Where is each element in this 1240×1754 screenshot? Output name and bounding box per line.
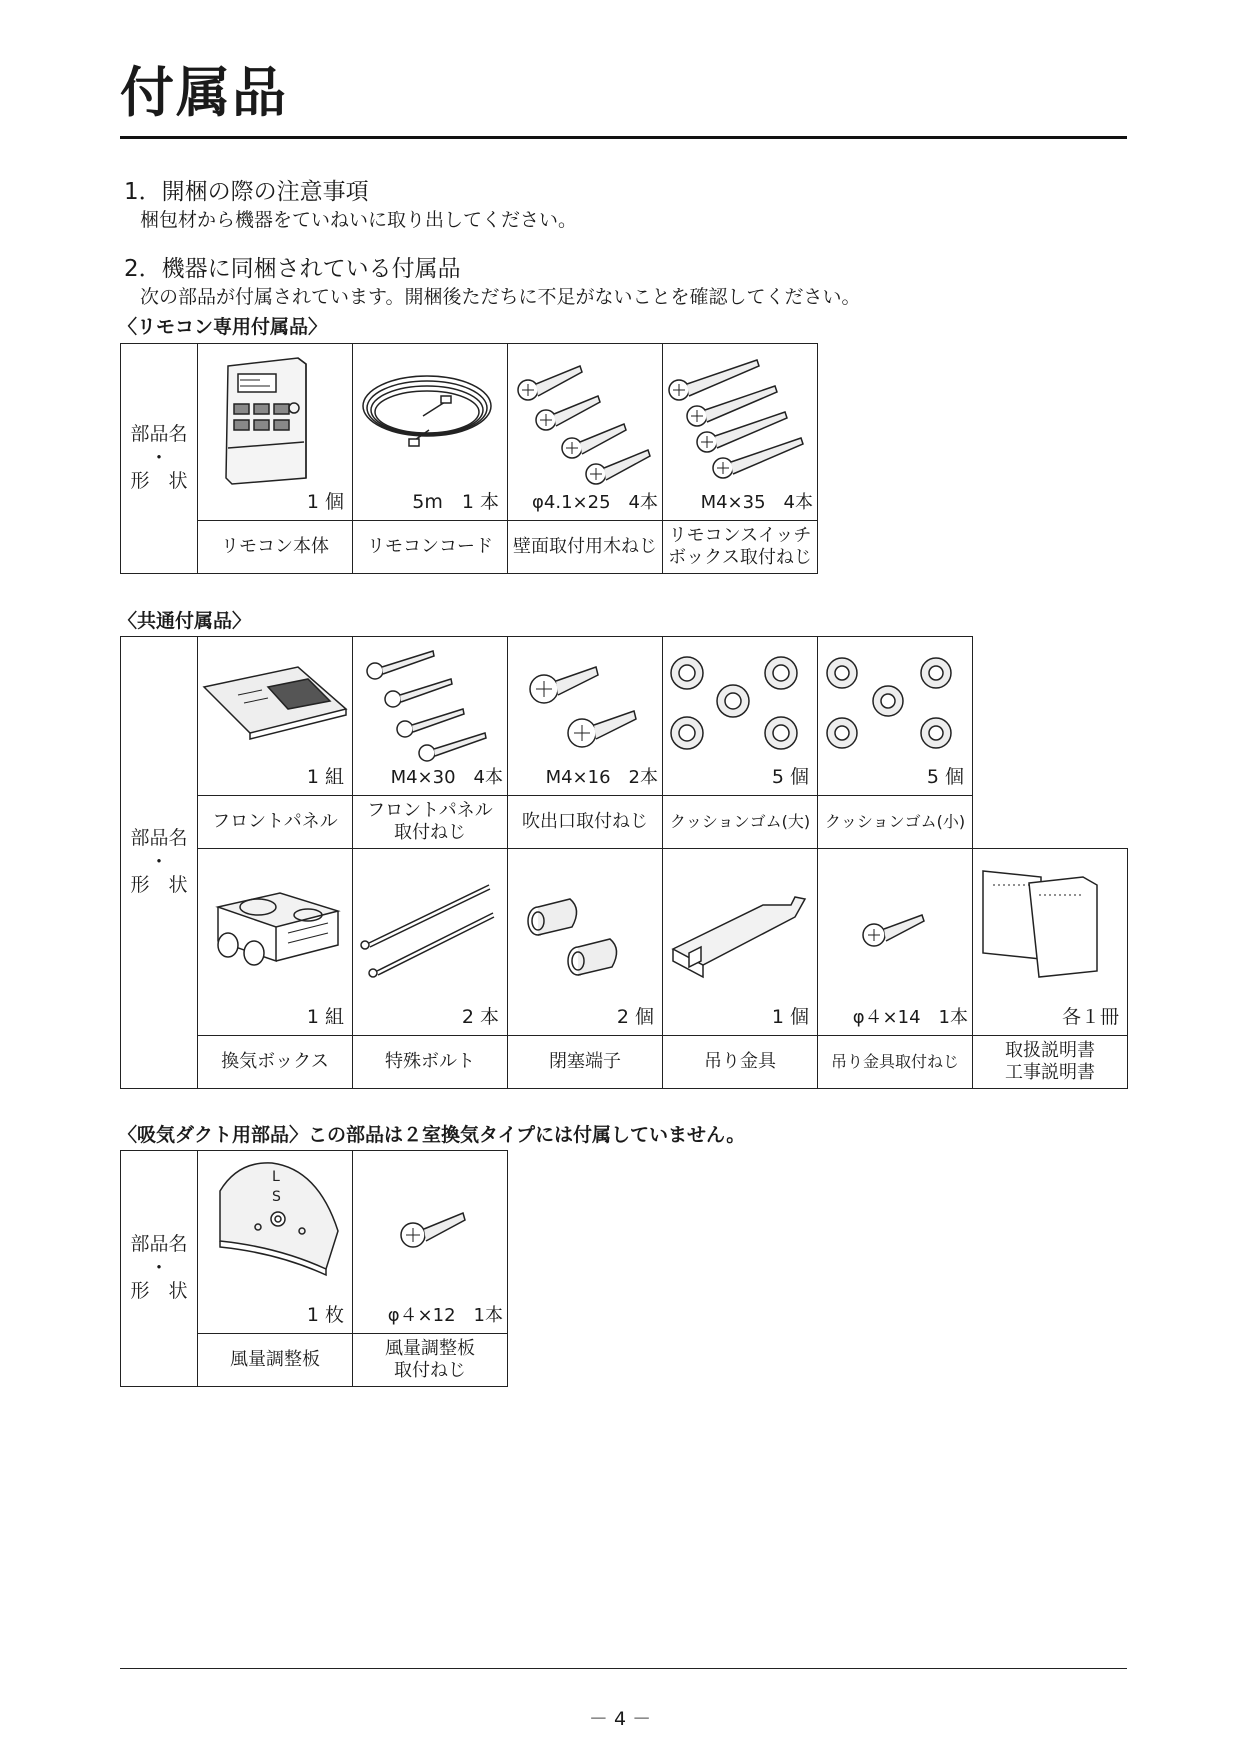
quantity: 1 組 (306, 1006, 344, 1028)
special-bolt-icon (353, 849, 507, 995)
common-accessories-label: 〈共通付属品〉 (118, 610, 252, 632)
remote-accessories-table (120, 343, 818, 574)
bracket-screw-cell (818, 849, 973, 1036)
front-panel-cell (198, 637, 353, 796)
part-name: フロントパネル (198, 796, 353, 849)
part-name: 換気ボックス (198, 1036, 353, 1089)
intake-parts-table (120, 1150, 508, 1387)
quantity: M4×30 4本 (390, 767, 503, 788)
special-bolt-cell (353, 849, 508, 1036)
section-2-text: 次の部品が付属されています。開梱後ただちに不足がないことを確認してください。 (140, 286, 861, 308)
side-label: 部品名 ・ 形 状 (121, 1151, 198, 1387)
plate-screw-cell (353, 1151, 508, 1334)
section-1-heading: 1．開梱の際の注意事項 (124, 179, 369, 205)
quantity: 1 組 (306, 766, 344, 788)
part-name: 壁面取付用木ねじ (508, 521, 663, 574)
empty-cell (973, 637, 1128, 796)
part-name: リモコン本体 (198, 521, 353, 574)
quantity: M4×16 2本 (545, 767, 658, 788)
section-1-text: 梱包材から機器をていねいに取り出してください。 (140, 209, 578, 231)
part-name: 特殊ボルト (353, 1036, 508, 1089)
part-name: 風量調整板 取付ねじ (353, 1334, 508, 1387)
part-name: フロントパネル 取付ねじ (353, 796, 508, 849)
quantity: 2 本 (461, 1006, 499, 1028)
bracket-screw-icon (818, 849, 972, 995)
part-name: 取扱説明書 工事説明書 (973, 1036, 1128, 1089)
quantity: 1 枚 (306, 1304, 344, 1326)
cushion-rubber-small-cell (818, 637, 973, 796)
part-name: クッションゴム(小) (818, 796, 973, 849)
outlet-screw-icon (508, 637, 662, 783)
quantity: M4×35 4本 (700, 492, 813, 513)
page-number: － 4 － (588, 1708, 652, 1730)
part-name: リモコンスイッチ ボックス取付ねじ (663, 521, 818, 574)
quantity: φ４×12 1本 (387, 1305, 503, 1326)
empty-cell (973, 796, 1128, 849)
remote-cord-cell (353, 344, 508, 521)
intake-parts-label: 〈吸気ダクト用部品〉この部品は２室換気タイプには付属していません。 (118, 1124, 746, 1146)
part-name: リモコンコード (353, 521, 508, 574)
manual-booklets-cell (973, 849, 1128, 1036)
remote-controller-icon (198, 344, 352, 490)
side-label: 部品名 ・ 形 状 (121, 344, 198, 574)
hanging-bracket-icon (663, 849, 817, 995)
quantity: 各１冊 (1061, 1006, 1119, 1028)
wood-screw-icon (508, 344, 662, 490)
closed-terminal-cell (508, 849, 663, 1036)
ventilation-box-cell (198, 849, 353, 1036)
remote-controller-cell (198, 344, 353, 521)
footer-rule (120, 1668, 1127, 1669)
page-title: 付属品 (120, 61, 288, 124)
manual-booklets-icon (973, 849, 1127, 995)
quantity: φ４×14 1本 (852, 1007, 968, 1028)
quantity: φ4.1×25 4本 (532, 492, 658, 513)
plate-screw-icon (353, 1151, 507, 1297)
part-name: クッションゴム(大) (663, 796, 818, 849)
common-accessories-table (120, 636, 1128, 1089)
wood-screw-cell (508, 344, 663, 521)
plate-mark-l: L (272, 1169, 280, 1185)
remote-cord-icon (353, 344, 507, 490)
quantity: 1 個 (306, 491, 344, 513)
airflow-plate-icon (198, 1151, 352, 1297)
remote-accessories-label: 〈リモコン専用付属品〉 (118, 316, 328, 338)
machine-screw-cell (663, 344, 818, 521)
hanging-bracket-cell (663, 849, 818, 1036)
quantity: 5 個 (771, 766, 809, 788)
panel-screw-icon (353, 637, 507, 783)
quantity: 5 個 (926, 766, 964, 788)
title-rule (120, 136, 1127, 139)
machine-screw-icon (663, 344, 817, 490)
quantity: 1 個 (771, 1006, 809, 1028)
quantity: 2 個 (616, 1006, 654, 1028)
quantity: 5m 1 本 (412, 491, 499, 513)
part-name: 風量調整板 (198, 1334, 353, 1387)
plate-mark-s: S (272, 1189, 281, 1205)
side-label: 部品名 ・ 形 状 (121, 637, 198, 1089)
part-name: 吊り金具 (663, 1036, 818, 1089)
outlet-screw-cell (508, 637, 663, 796)
section-2-heading: 2．機器に同梱されている付属品 (124, 256, 461, 282)
airflow-plate-cell (198, 1151, 353, 1334)
part-name: 吹出口取付ねじ (508, 796, 663, 849)
panel-screw-cell (353, 637, 508, 796)
cushion-rubber-large-cell (663, 637, 818, 796)
part-name: 吊り金具取付ねじ (818, 1036, 973, 1089)
closed-terminal-icon (508, 849, 662, 995)
ventilation-box-icon (198, 849, 352, 995)
part-name: 閉塞端子 (508, 1036, 663, 1089)
